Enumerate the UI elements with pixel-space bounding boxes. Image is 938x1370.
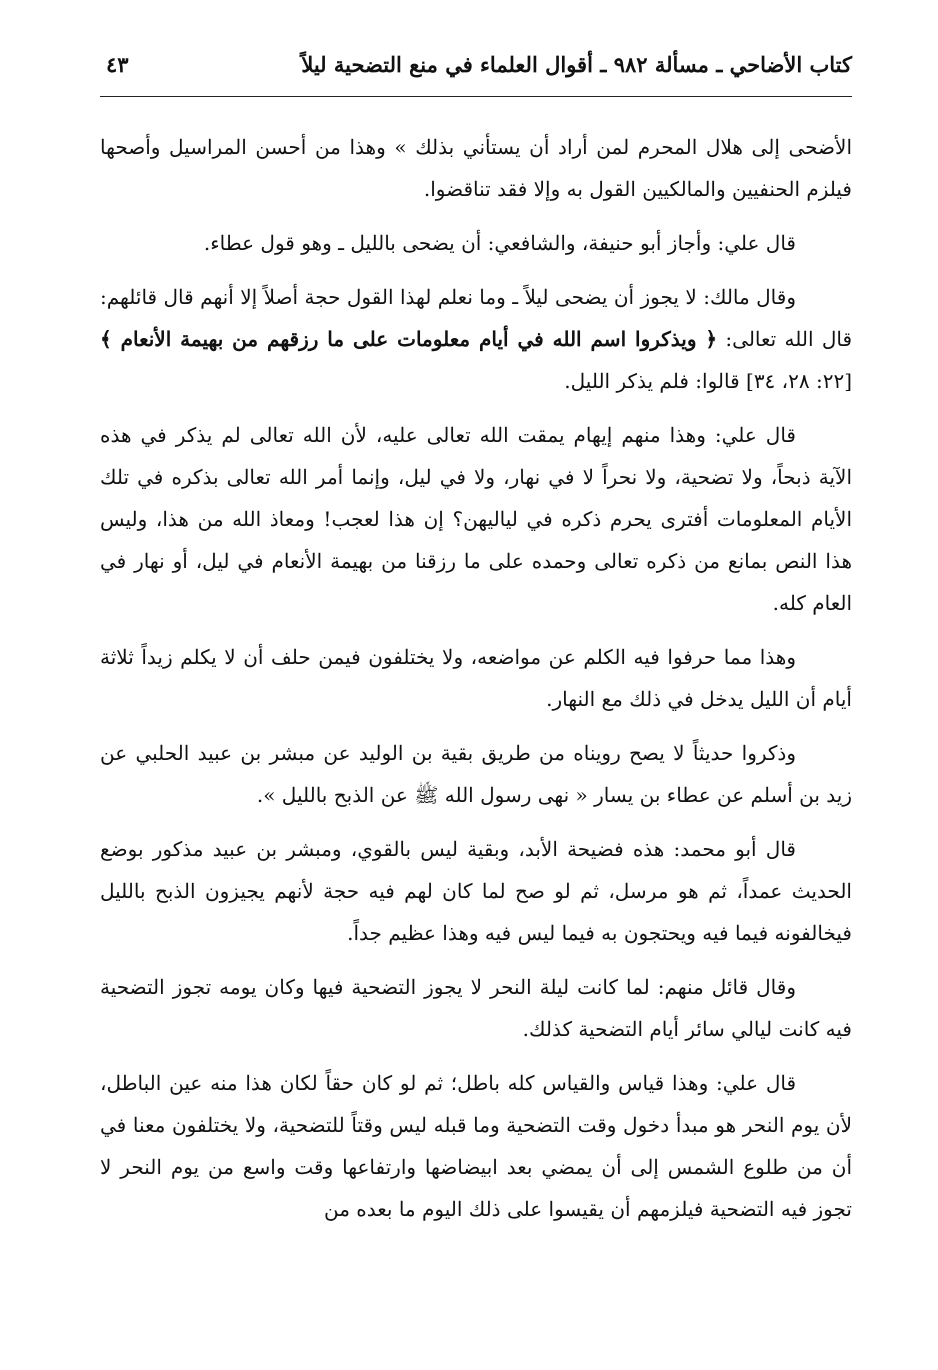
paragraph: وقال قائل منهم: لما كانت ليلة النحر لا يجوز التضحية فيها وكان يومه تجوز التضحية فيه كانت ليالي سائر أيام التضحية كذلك. [100,975,852,1041]
paragraph [100,276,852,402]
quran-quote: ﴿ ويذكروا اسم الله في أيام معلومات على ما رزقهم من بهيمة الأنعام ﴾ [100,327,718,351]
running-header-title: كتاب الأضاحي ـ مسألة ٩٨٢ ـ أقوال العلماء في منع التضحية ليلاً [301,52,852,77]
page-number: ٤٣ [106,52,129,77]
header-divider [100,96,852,97]
paragraph-text: وقال مالك: لا يجوز أن يضحى ليلاً ـ وما نعلم لهذا القول حجة أصلاً إلا أنهم قال قائلهم: قال الله تعالى: [100,285,853,351]
paragraph: قال علي: وهذا قياس والقياس كله باطل؛ ثم لو كان حقاً لكان هذا منه عين الباطل، لأن يوم النحر هو مبدأ دخول وقت التضحية وما قبله ليس وقتاً للتضحية، ولا يختلفون معنا في أن من طلوع الشمس إلى أن يمضي بعد ابيضاضها وارتفاعها وقت واسع من يوم النحر لا تجوز فيه التضحية فيلزمهم أن يقيسوا على ذلك اليوم ما بعده من [100,1071,852,1221]
paragraph: قال علي: وأجاز أبو حنيفة، والشافعي: أن يضحى بالليل ـ وهو قول عطاء. [203,231,796,255]
page-body [100,126,852,1242]
paragraph: الأضحى إلى هلال المحرم لمن أراد أن يستأني بذلك » وهذا من أحسن المراسيل وأصحها فيلزم الحنفيين والمالكيين القول به وإلا فقد تناقضوا. [100,135,852,201]
running-header [100,52,852,92]
paragraph-text: [٢٢: ٢٨، ٣٤] قالوا: فلم يذكر الليل. [564,369,852,393]
paragraph: قال أبو محمد: هذه فضيحة الأبد، وبقية ليس بالقوي، ومبشر بن عبيد مذكور بوضع الحديث عمداً، ثم هو مرسل، ثم لو صح لما كان لهم فيه حجة لأنهم يجيزون الذبح بالليل فيخالفونه فيما فيه ويحتجون به فيما ليس فيه وهذا عظيم جداً. [100,837,852,945]
paragraph: قال علي: وهذا منهم إيهام يمقت الله تعالى عليه، لأن الله تعالى لم يذكر في هذه الآية ذبحاً، ولا تضحية، ولا نحراً لا في نهار، ولا في ليل، وإنما أمر الله تعالى بذكره في تلك الأيام المعلومات أفترى يحرم ذكره في لياليهن؟ إن هذا لعجب! ومعاذ الله من هذا، وليس هذا النص بمانع من ذكره تعالى وحمده على ما رزقنا من بهيمة الأنعام في ليل، أو نهار في العام كله. [100,423,852,615]
paragraph: وهذا مما حرفوا فيه الكلم عن مواضعه، ولا يختلفون فيمن حلف أن لا يكلم زيداً ثلاثة أيام أن الليل يدخل في ذلك مع النهار. [100,645,852,711]
paragraph: وذكروا حديثاً لا يصح رويناه من طريق بقية بن الوليد عن مبشر بن عبيد الحلبي عن زيد بن أسلم عن عطاء بن يسار « نهى رسول الله ﷺ عن الذبح بالليل ». [100,741,852,807]
